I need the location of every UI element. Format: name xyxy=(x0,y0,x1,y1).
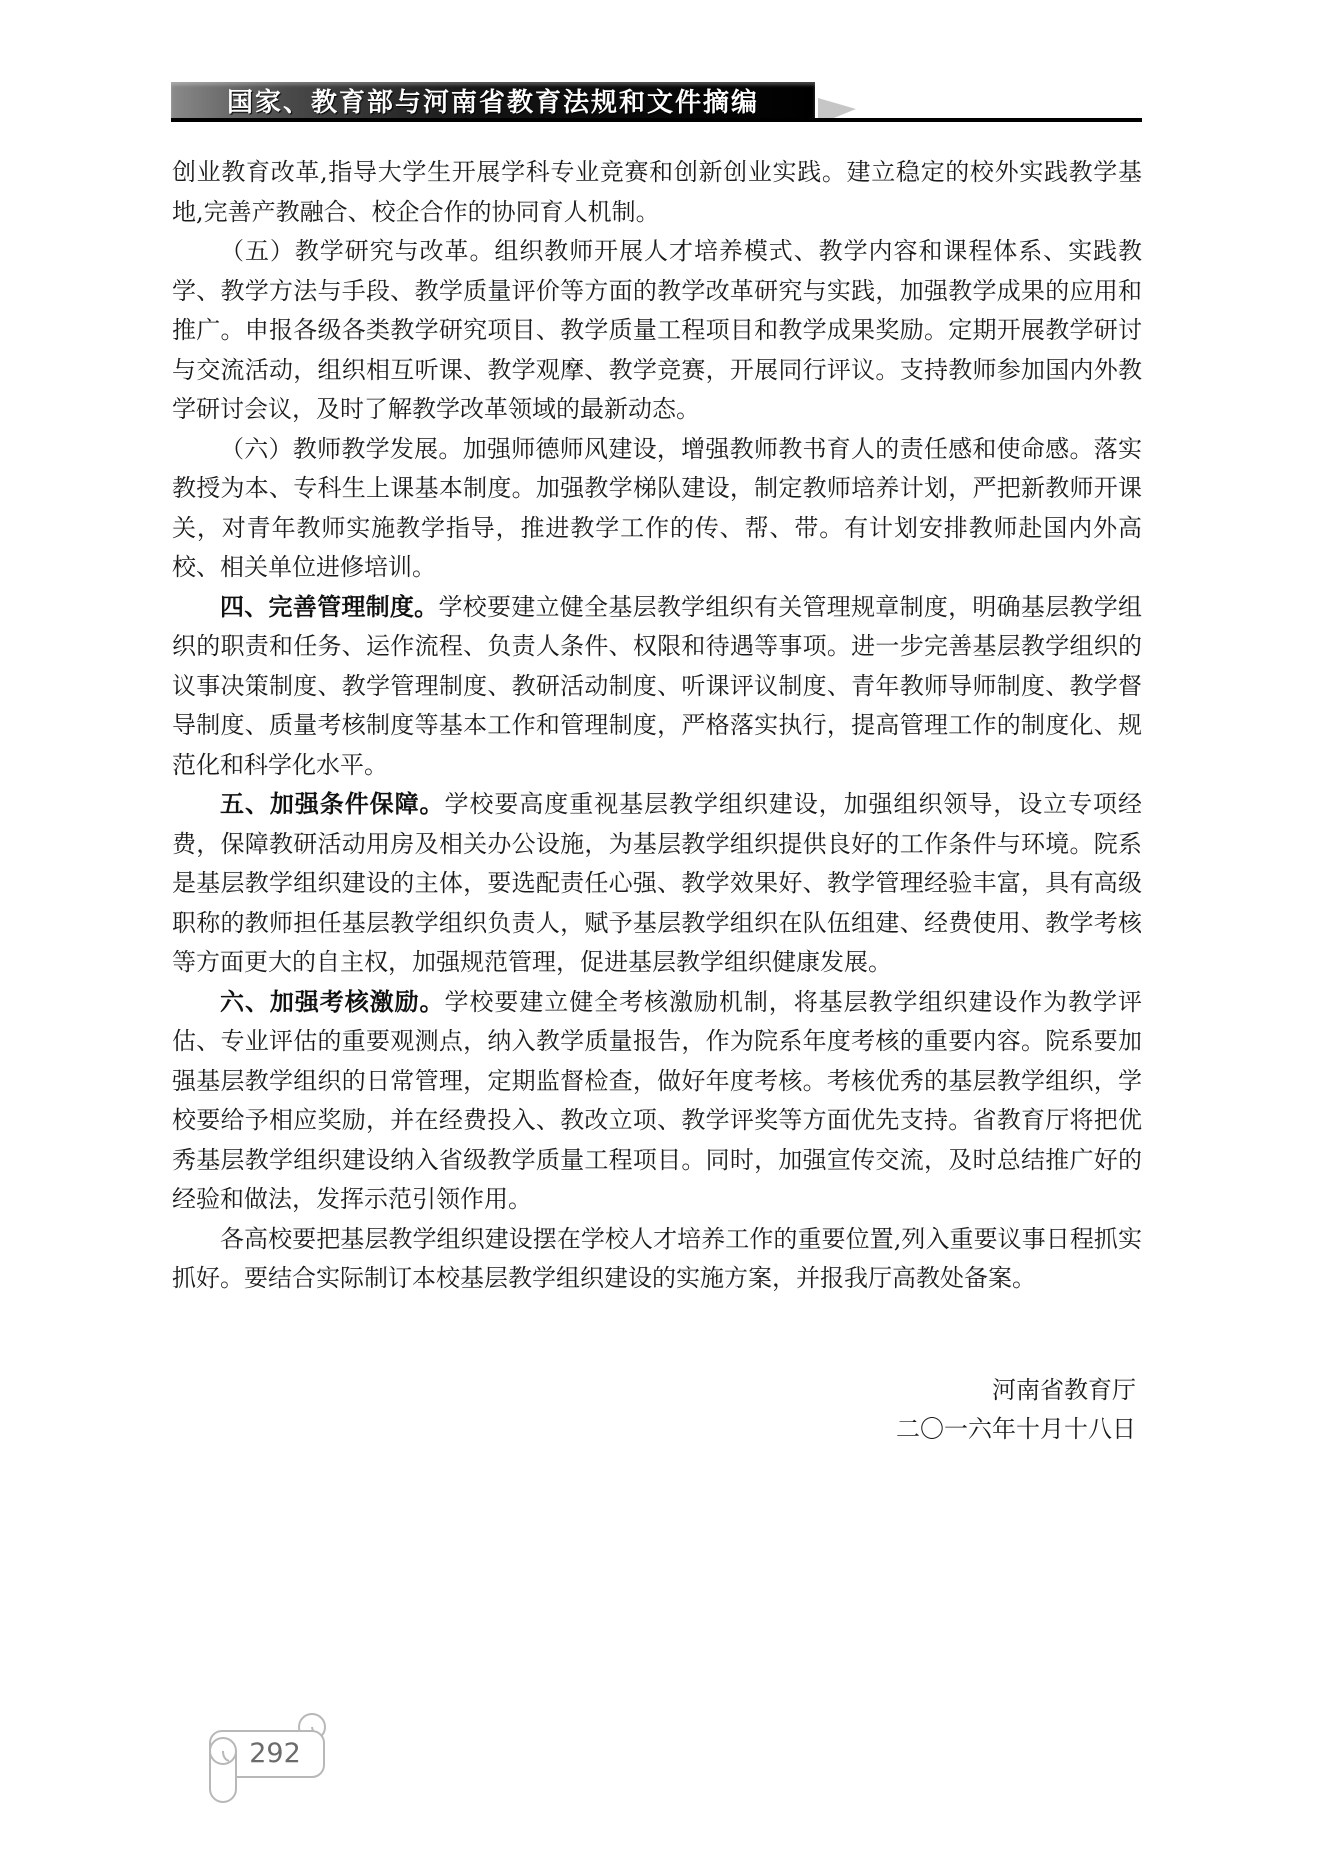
paragraph: 各高校要把基层教学组织建设摆在学校人才培养工作的重要位置,列入重要议事日程抓实抓好。要结合实际制订本校基层教学组织建设的实施方案，并报我厅高教处备案。 xyxy=(172,1224,1142,1292)
page-number: 292 xyxy=(249,1738,301,1769)
section-heading: 五、加强条件保障。 xyxy=(220,790,445,818)
section-heading: 六、加强考核激励。 xyxy=(220,987,445,1016)
section-heading: 四、完善管理制度。 xyxy=(220,592,439,621)
paragraph: 创业教育改革,指导大学生开展学科专业竞赛和创新创业实践。建立稳定的校外实践教学基地,完善产教融合、校企合作的协同育人机制。 xyxy=(172,158,1142,226)
document-body xyxy=(172,153,1142,1450)
paragraph: 四、完善管理制度。学校要建立健全基层教学组织有关管理规章制度，明确基层教学组织的职责和任务、运作流程、负责人条件、权限和待遇等事项。进一步完善基层教学组织的议事决策制度、教学管理制度、教研活动制度、听课评议制度、青年教师导师制度、教学督导制度、质量考核制度等基本工作和管理制度，严格落实执行，提高管理工作的制度化、规范化和科学化水平。 xyxy=(172,592,1143,779)
paragraph: 五、加强条件保障。学校要高度重视基层教学组织建设，加强组织领导，设立专项经费，保障教研活动用房及相关办公设施，为基层教学组织提供良好的工作条件与环境。院系是基层教学组织建设的主体，要选配责任心强、教学效果好、教学管理经验丰富，具有高级职称的教师担任基层教学组织负责人，赋予基层教学组织在队伍组建、经费使用、教学考核等方面更大的自主权，加强规范管理，促进基层教学组织健康发展。 xyxy=(172,790,1142,976)
header-banner xyxy=(171,82,815,119)
signature-org: 河南省教育厅 xyxy=(992,1375,1136,1404)
signature-block xyxy=(172,1371,1142,1450)
header-title: 国家、教育部与河南省教育法规和文件摘编 xyxy=(226,88,759,118)
paragraph: （五）教学研究与改革。组织教师开展人才培养模式、教学内容和课程体系、实践教学、教学方法与手段、教学质量评价等方面的教学改革研究与实践，加强教学成果的应用和推广。申报各级各类教学研究项目、教学质量工程项目和教学成果奖励。定期开展教学研讨与交流活动，组织相互听课、教学观摩、教学竞赛，开展同行评议。支持教师参加国内外教学研讨会议，及时了解教学改革领域的最新动态。 xyxy=(172,237,1142,423)
signature-date: 二〇一六年十月十八日 xyxy=(896,1415,1136,1443)
header-divider xyxy=(171,118,1142,122)
paragraph: （六）教师教学发展。加强师德师风建设，增强教师教书育人的责任感和使命感。落实教授为本、专科生上课基本制度。加强教学梯队建设，制定教师培养计划，严把新教师开课关，对青年教师实施教学指导，推进教学工作的传、帮、带。有计划安排教师赴国内外高校、相关单位进修培训。 xyxy=(172,434,1142,581)
paragraph: 六、加强考核激励。学校要建立健全考核激励机制，将基层教学组织建设作为教学评估、专业评估的重要观测点，纳入教学质量报告，作为院系年度考核的重要内容。院系要加强基层教学组织的日常管理，定期监督检查，做好年度考核。考核优秀的基层教学组织，学校要给予相应奖励，并在经费投入、教改立项、教学评奖等方面优先支持。省教育厅将把优秀基层教学组织建设纳入省级教学质量工程项目。同时，加强宣传交流，及时总结推广好的经验和做法，发挥示范引领作用。 xyxy=(172,987,1142,1213)
